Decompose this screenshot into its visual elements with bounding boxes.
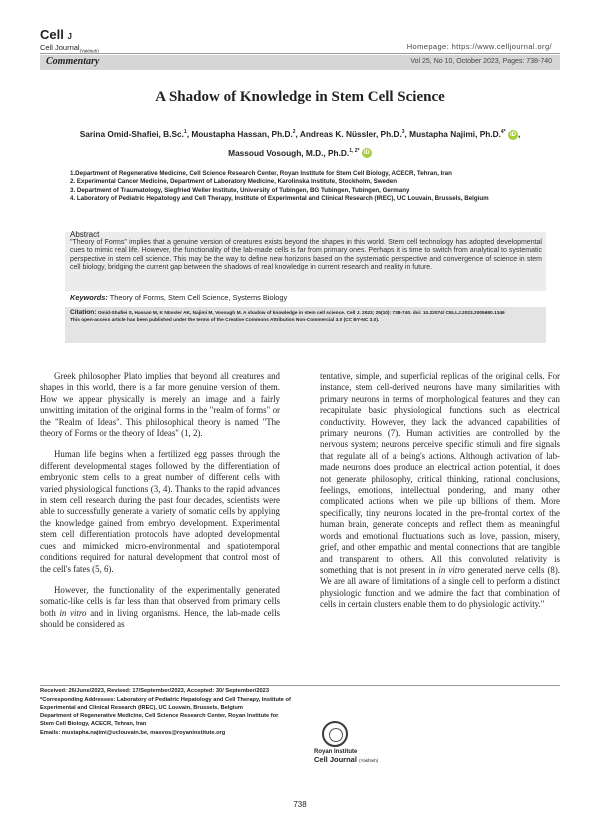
body-column-right	[320, 371, 560, 621]
abstract-label: Abstract	[70, 230, 100, 239]
author-name: Sarina Omid-Shafiei, B.Sc.	[79, 128, 184, 139]
author-line-1: Sarina Omid-Shafiei, B.Sc.$^1$, Moustapha Hassan, Ph.D.$^2$, Andreas K. Nüssler, Ph.D.$^3$, Mustapha Najimi, Ph.D.$^{4*}$ iD ,	[79, 128, 521, 139]
citation: Citation: Omid-Shafiei S, Hassan M, K Nüssler AK, Najimi M, Vosough M. A shadow of knowledge in stem cell science. Cell J. 2023; 25(10): 738-740. doi: 10.22074/ CELLJ.2023.2005680.1346 This open-access article has been published under the terms of the Creative Commons Attribution Non-Commercial 3.0 (CC BY-NC 3.0).	[70, 309, 540, 324]
royan-seal-icon	[322, 721, 348, 747]
page-number: 738	[293, 800, 307, 809]
author-name: Moustapha Hassan, Ph.D.	[191, 128, 293, 139]
orcid-icon[interactable]: iD	[509, 131, 516, 138]
license-note: This open-access article has been published under the terms of the Creative Commons Attribution Non-Commercial 3.0 (CC BY-NC 3.0).	[70, 318, 380, 324]
author-list	[40, 124, 560, 162]
abstract-text: "Theory of Forms" implies that a genuine version of creatures exists beyond the shapes in this world. Stem cell technology has adopted developmental cues to mimic real life. However, the functionality of the lab-made cells is far from primary ones. Perhaps it is time to switch from analytical to systematic perspective in stem cell science. This may be the way to define new horizons based on the systematic perspective and convergence of science in stem cell biology, bridging the current gap between the shadows of real knowledge in current research and reality in future.	[70, 239, 542, 271]
author-name: Andreas K. Nüssler, Ph.D.	[299, 128, 402, 139]
paragraph: Human life begins when a fertilized egg passes through the different developmental stages followed by the differentiation of embryonic stem cells to a great number of different cells with varied physiological functions (3, 4). Thanks to the rapid advances in stem cell research during the past four decades, scientists were able to successfully generate a variety of somatic cells by applying the knowledge gained from embryo development. Experimental stem cell differentiation protocols have adopted developmental cues and mimicked micro-environmental and spatiotemporal conditions required for natural development that control most of the cell's fates (5, 6).	[40, 449, 280, 574]
emails[interactable]: Emails: mustapha.najimi@uclouvain.be, masvos@royaninstitute.org	[40, 729, 226, 736]
affiliation: 1.Department of Regenerative Medicine, Cell Science Research Center, Royan Institute for Stem Cell Biology, ACECR, Tehran, Iran	[70, 170, 452, 177]
affiliation: 2. Experimental Cancer Medicine, Department of Laboratory Medicine, Karolinska Institute, Stockholm, Sweden	[70, 178, 397, 186]
author-line-2: Massoud Vosough, M.D., Ph.D.$^{1, 2*}$ iD	[228, 147, 370, 158]
section-label: Commentary	[46, 56, 100, 67]
volume-info: Vol 25, No 10, October 2023, Pages: 738-740	[410, 58, 552, 65]
journal-logo: Cell J	[40, 27, 72, 42]
homepage-link[interactable]: Homepage: https://www.celljournal.org/	[406, 42, 552, 51]
journal-name: Cell Journal$_{(Yakhteh)}$	[40, 43, 99, 54]
dates: Received: 26/June/2023, Revised: 17/September/2023, Accepted: 30/ September/2023	[40, 688, 269, 694]
footer-logo: Royan Institute Cell Journal (Yakhteh)	[314, 749, 379, 764]
affiliation: 4. Laboratory of Pediatric Hepatology and Cell Therapy, Institute of Experimental and Clinical Research (IREC), UC Louvain, Brussels, Belgium	[70, 194, 489, 202]
corresponding-address: *Corresponding Addresses: Laboratory of Pediatric Hepatology and Cell Therapy, Institute of Experimental and Clinical Research (IREC), UC Louvain, Brussels, Belgium	[40, 696, 291, 711]
footnotes	[40, 688, 292, 739]
author-name: Mustapha Najimi, Ph.D.	[409, 128, 501, 139]
footnote-rule	[40, 685, 560, 686]
department: Department of Regenerative Medicine, Cell Science Research Center, Royan Institute for Stem Cell Biology, ACECR, Tehran, Iran	[40, 713, 279, 728]
affiliation: 3. Department of Traumatology, Siegfried Weller Institute, University of Tubingen, BG Tubingen, Tubingen, Germany	[70, 186, 410, 194]
body-column-left	[40, 371, 280, 641]
orcid-icon[interactable]: iD	[363, 150, 370, 157]
paragraph: tentative, simple, and superficial replicas of the original cells. For instance, stem cell-derived neurons have many similarities with primary neurons in terms of morphological features and they can recapitulate basic physiological functions such as electrical conductivity. However, they lack the advanced capabilities of primary neurons (7). Human activities are controlled by the nervous system; neurons perceive specific stimuli and fire signals that regulate all of a being's actions. Although activation of lab-made neurons does produce an electrical action potential, it does not generate philosophy, critical thinking, rational conclusions, feelings, emotions, intellectual pondering, and many other complicated actions when we pile up billions of them. More specifically, tiny neurons located in the pre-frontal cortex of the human brain, generate concepts and reflect them as meaningful words and emotional fluctuations such as love, passion, misery, grief, and other empathic and mental connections that are tangible and transparent to others. All this convoluted relativity is something that is not present in in vitro generated nerve cells (8). We are all aware of limitations of a single cell to perform a distinct physiologic function and we admire the fact that combination of cells in certain clusters enable them to do physiologic activity."	[320, 371, 561, 610]
article-title: A Shadow of Knowledge in Stem Cell Science	[155, 89, 445, 105]
paragraph: Greek philosopher Plato implies that beyond all creatures and shapes in this world, there is a far more genuine version of them. How we appear physically is merely an image and a fairly unwitting imitation of the original forms in the "realm of forms" or the "Realm of Ideas". This philosophical theory is named "The theory of Forms or the theory of Ideas" (1, 2).	[40, 371, 280, 439]
affiliations	[70, 170, 548, 203]
paragraph: However, the functionality of the experimentally generated somatic-like cells is far less than that observed from primary cells both in vitro and in living organisms. Hence, the lab-made cells should be considered as	[40, 584, 280, 630]
header-rule	[40, 53, 560, 54]
keywords: Keywords: Theory of Forms, Stem Cell Science, Systems Biology	[70, 293, 288, 302]
author-name: Massoud Vosough, M.D., Ph.D.	[228, 147, 350, 158]
